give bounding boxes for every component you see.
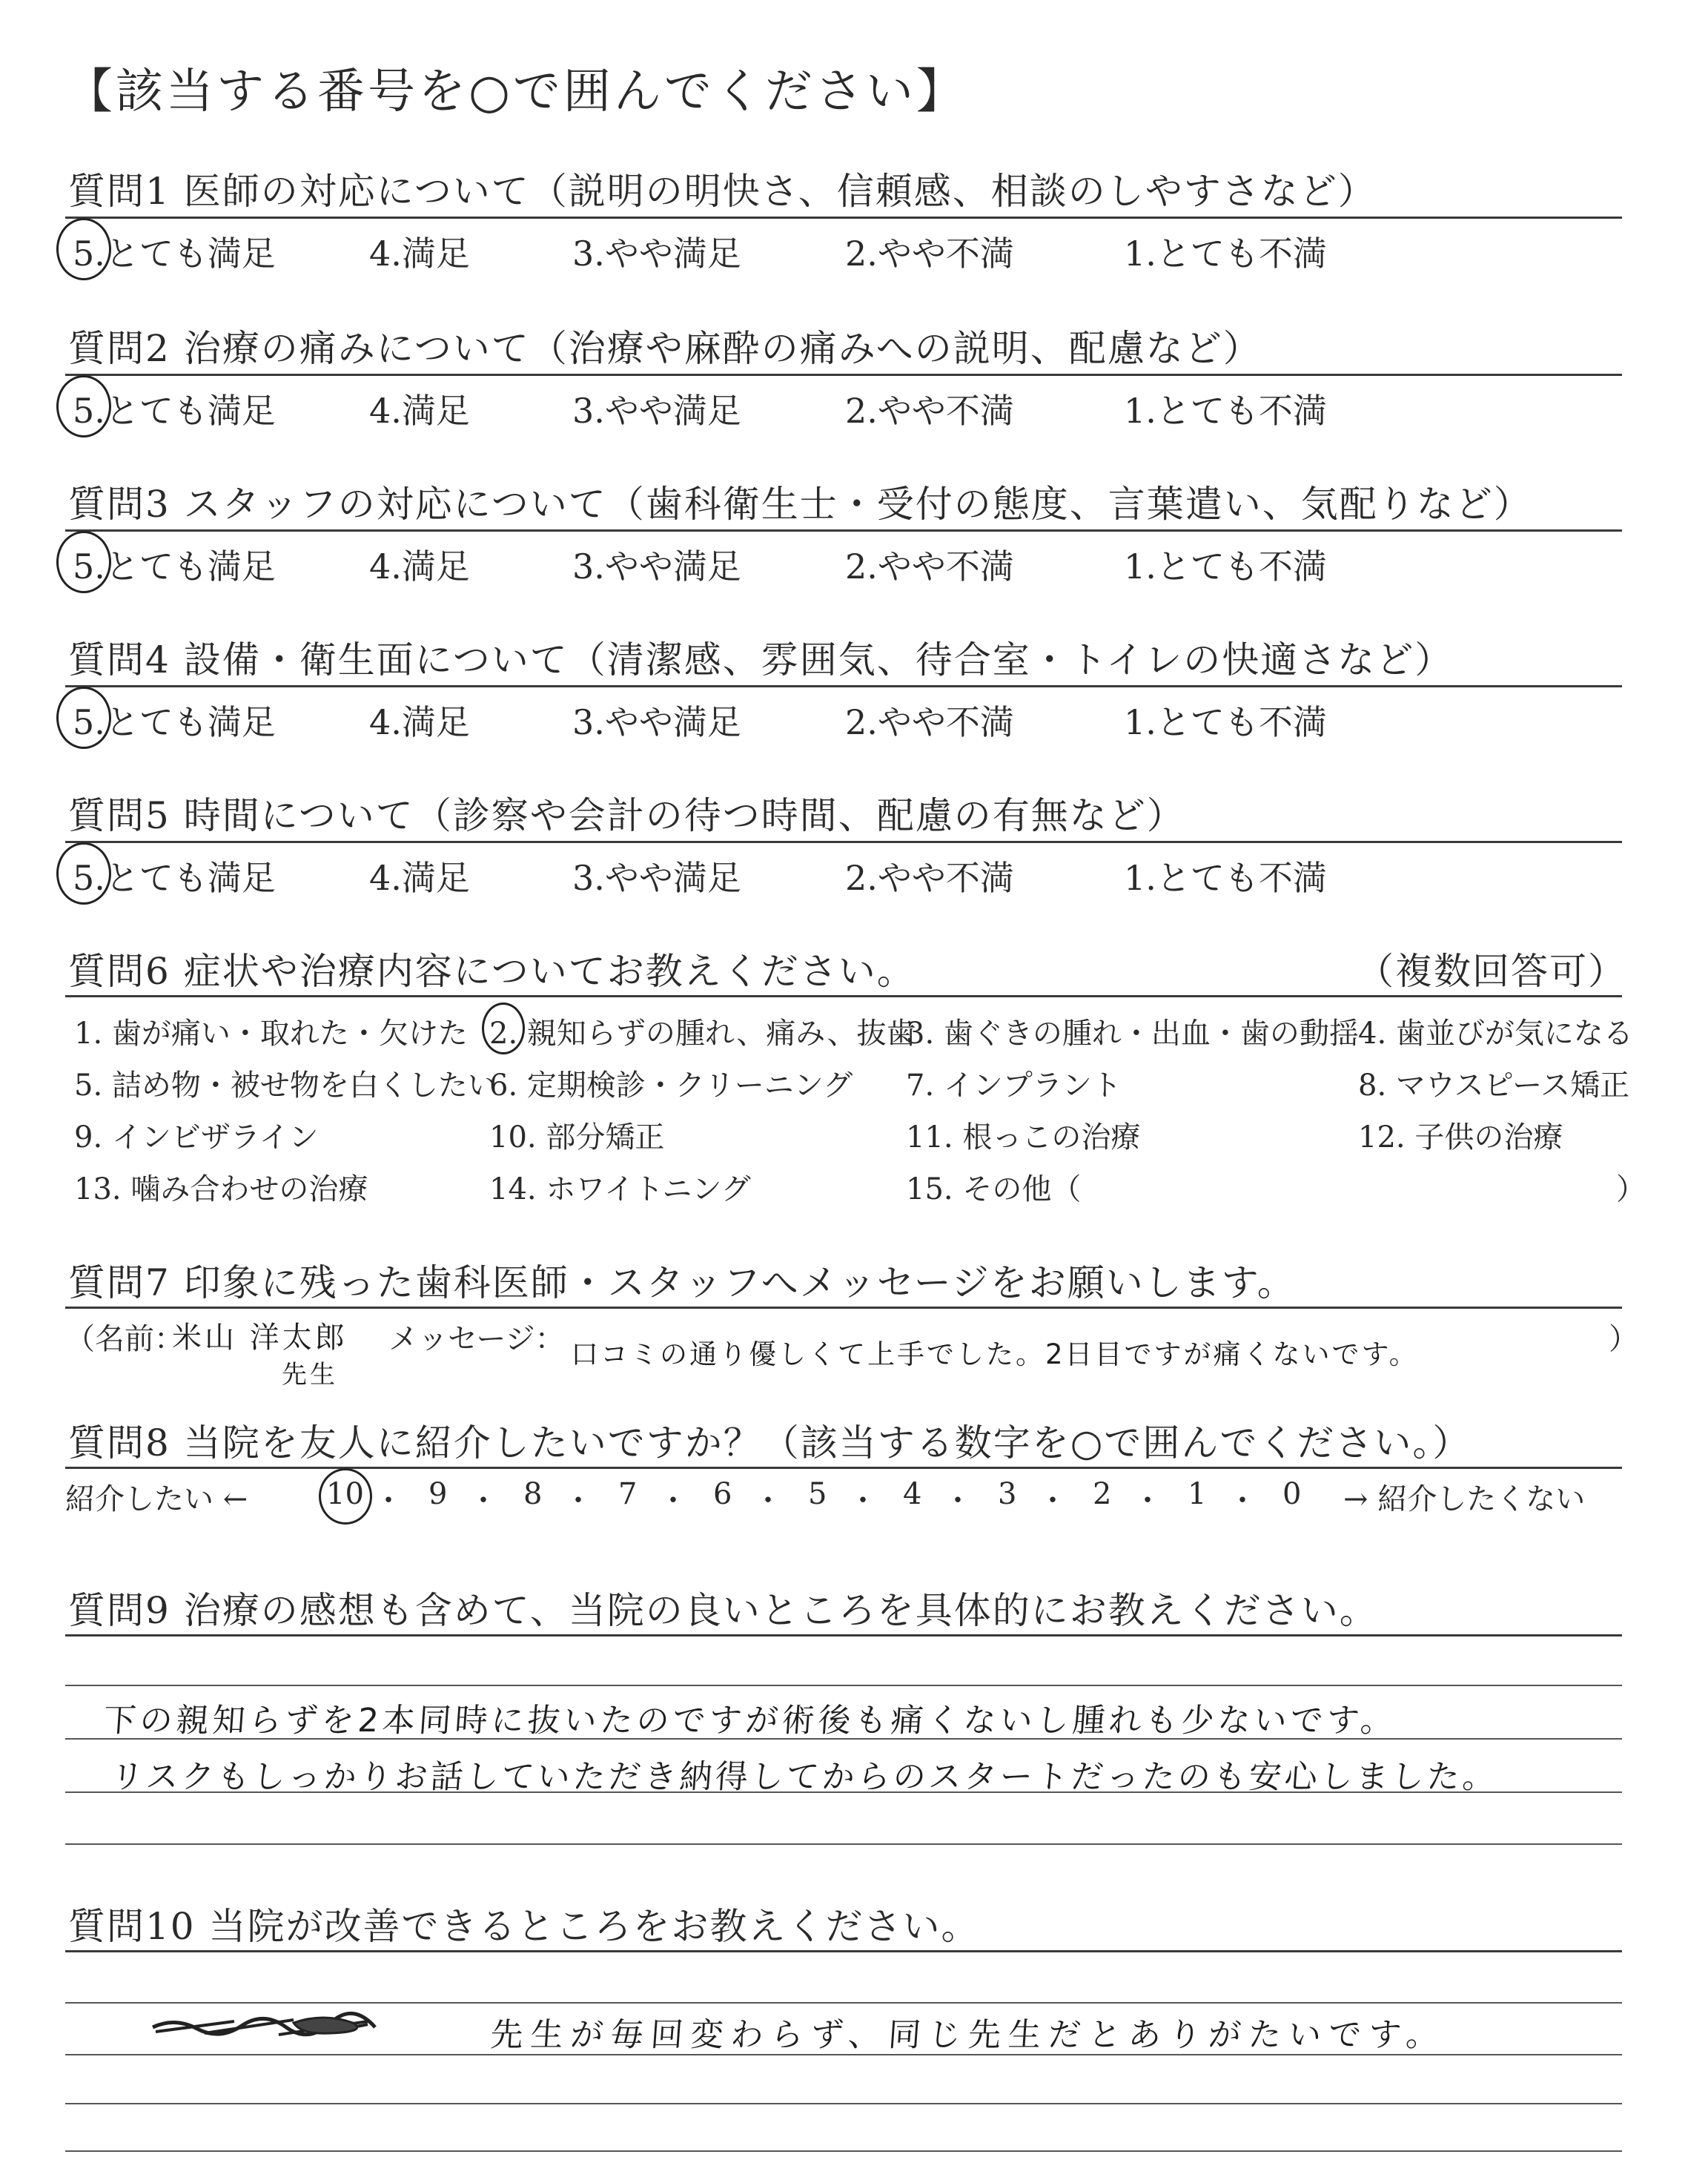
q6-option-5[interactable]: 5. 詰め物・被せ物を白くしたい (74, 1069, 497, 1103)
recommend-scale-value[interactable]: 1 (1188, 1477, 1207, 1511)
q6-option-10[interactable]: 10. 部分矯正 (489, 1120, 665, 1155)
q2-option-1[interactable]: 1.とても不満 (1124, 391, 1327, 431)
question-1-label: 質問1 医師の対応について（説明の明快さ、信頼感、相談のしやすさなど） (68, 170, 1377, 213)
divider (65, 217, 1622, 219)
q4-option-4[interactable]: 4.満足 (369, 702, 470, 742)
q6-option-2[interactable]: 2. 親知らずの腫れ、痛み、抜歯 (489, 1017, 916, 1051)
question-3-label: 質問3 スタッフの対応について（歯科衛生士・受付の態度、言葉遣い、気配りなど） (68, 483, 1532, 526)
divider (65, 995, 1622, 997)
q3-option-4[interactable]: 4.満足 (369, 546, 470, 587)
answer-line (65, 2150, 1622, 2152)
q4-option-2[interactable]: 2.やや不満 (845, 702, 1014, 742)
recommend-scale-value[interactable]: 0 (1282, 1477, 1302, 1511)
scale-separator: ・ (1133, 1484, 1162, 1518)
q6-option-3[interactable]: 3. 歯ぐきの腫れ・出血・歯の動揺 (906, 1017, 1359, 1051)
q6-other-close-paren: ） (1616, 1172, 1646, 1206)
recommend-scale-value[interactable]: 7 (618, 1477, 638, 1511)
multiple-answer-note: （複数回答可） (1357, 950, 1626, 993)
q6-option-8[interactable]: 8. マウスピース矯正 (1358, 1069, 1630, 1103)
q6-option-13[interactable]: 13. 噛み合わせの治療 (74, 1172, 368, 1206)
name-label: （名前： (65, 1322, 184, 1356)
q1-option-2[interactable]: 2.やや不満 (845, 234, 1014, 274)
recommend-yes-label: 紹介したい ← (65, 1482, 248, 1516)
q3-option-5[interactable]: 5.とても満足 (73, 546, 276, 587)
recommend-scale-value[interactable]: 6 (713, 1477, 732, 1511)
q10-answer-line-1: 先生が毎回変わらず、同じ先生だとありがたいです。 (489, 2016, 1448, 2054)
answer-line (65, 1843, 1622, 1845)
handwritten-name: 米山 洋太郎 (172, 1321, 348, 1355)
q6-option-6[interactable]: 6. 定期検診・クリーニング (489, 1069, 853, 1103)
q3-option-2[interactable]: 2.やや不満 (845, 546, 1014, 587)
q5-option-3[interactable]: 3.やや満足 (572, 858, 741, 898)
selection-circle (56, 687, 111, 749)
question-10-label: 質問10 当院が改善できるところをお教えください。 (68, 1905, 980, 1948)
q6-option-12[interactable]: 12. 子供の治療 (1358, 1120, 1563, 1155)
scale-separator: ・ (563, 1484, 593, 1518)
scale-separator: ・ (469, 1484, 498, 1518)
question-7-label: 質問7 印象に残った歯科医師・スタッフへメッセージをお願いします。 (68, 1261, 1296, 1304)
answer-line (65, 1685, 1622, 1686)
q6-option-4[interactable]: 4. 歯並びが気になる (1358, 1017, 1633, 1051)
question-5-label: 質問5 時間について（診察や会計の待つ時間、配慮の有無など） (68, 794, 1185, 837)
question-9-label: 質問9 治療の感想も含めて、当院の良いところを具体的にお教えください。 (68, 1589, 1378, 1632)
scale-separator: ・ (848, 1484, 878, 1518)
q4-option-1[interactable]: 1.とても不満 (1124, 702, 1327, 742)
selection-circle (56, 375, 111, 437)
selection-circle (56, 218, 111, 280)
recommend-scale-value[interactable]: 2 (1093, 1477, 1112, 1511)
message-close-paren: ） (1609, 1322, 1638, 1356)
q5-option-1[interactable]: 1.とても不満 (1124, 858, 1327, 898)
q6-option-14[interactable]: 14. ホワイトニング (489, 1172, 751, 1206)
q2-option-3[interactable]: 3.やや満足 (572, 391, 741, 431)
q2-option-2[interactable]: 2.やや不満 (845, 391, 1014, 431)
q1-option-1[interactable]: 1.とても不満 (1124, 234, 1327, 274)
crossed-out-scribble (145, 2002, 383, 2047)
divider (65, 841, 1622, 843)
q2-option-4[interactable]: 4.満足 (369, 391, 470, 431)
selection-circle (319, 1468, 372, 1525)
selection-circle (482, 1003, 525, 1054)
q6-option-11[interactable]: 11. 根っこの治療 (906, 1120, 1141, 1155)
scale-separator: ・ (1038, 1484, 1068, 1518)
recommend-scale-value[interactable]: 9 (428, 1477, 448, 1511)
page-title: 【該当する番号を○で囲んでください】 (65, 65, 967, 119)
selection-circle (56, 531, 111, 593)
message-label: メッセージ： (388, 1322, 565, 1356)
q5-option-4[interactable]: 4.満足 (369, 858, 470, 898)
q4-option-5[interactable]: 5.とても満足 (73, 702, 276, 742)
recommend-no-label: → 紹介したくない (1343, 1482, 1586, 1516)
answer-line (65, 2103, 1622, 2104)
divider (65, 374, 1622, 376)
q9-answer-line-2: リスクもしっかりお話していただき納得してからのスタートだったのも安心しました。 (109, 1758, 1500, 1796)
question-2-label: 質問2 治療の痛みについて（治療や麻酔の痛みへの説明、配慮など） (68, 327, 1262, 370)
scale-separator: ・ (753, 1484, 783, 1518)
q1-option-5[interactable]: 5.とても満足 (73, 234, 276, 274)
q1-option-3[interactable]: 3.やや満足 (572, 234, 741, 274)
handwritten-name-suffix: 先生 (282, 1360, 338, 1390)
divider (65, 1307, 1622, 1309)
q1-option-4[interactable]: 4.満足 (369, 234, 470, 274)
q6-option-9[interactable]: 9. インビザライン (74, 1120, 319, 1155)
q6-option-7[interactable]: 7. インプラント (906, 1069, 1122, 1103)
q9-answer-line-1: 下の親知らずを2本同時に抜いたのですが術後も痛くないし腫れも少ないです。 (102, 1702, 1398, 1740)
q3-option-3[interactable]: 3.やや満足 (572, 546, 741, 587)
q6-option-15[interactable]: 15. その他（ (906, 1172, 1082, 1206)
q2-option-5[interactable]: 5.とても満足 (73, 391, 276, 431)
recommend-scale-value[interactable]: 3 (998, 1477, 1017, 1511)
scale-separator: ・ (658, 1484, 688, 1518)
scale-separator: ・ (1228, 1484, 1257, 1518)
recommend-scale-value[interactable]: 4 (903, 1477, 922, 1511)
recommend-scale-value[interactable]: 5 (808, 1477, 827, 1511)
q6-option-1[interactable]: 1. 歯が痛い・取れた・欠けた (74, 1017, 468, 1051)
divider (65, 1634, 1622, 1636)
question-4-label: 質問4 設備・衛生面について（清潔感、雰囲気、待合室・トイレの快適さなど） (68, 638, 1454, 681)
divider (65, 1467, 1622, 1469)
q5-option-5[interactable]: 5.とても満足 (73, 858, 276, 898)
q4-option-3[interactable]: 3.やや満足 (572, 702, 741, 742)
question-6-label: 質問6 症状や治療内容についてお教えください。 (68, 950, 916, 993)
divider (65, 685, 1622, 687)
question-8-label: 質問8 当院を友人に紹介したいですか？（該当する数字を○で囲んでください。） (68, 1421, 1472, 1464)
q3-option-1[interactable]: 1.とても不満 (1124, 546, 1327, 587)
recommend-scale-value[interactable]: 8 (523, 1477, 543, 1511)
handwritten-message: 口コミの通り優しくて上手でした。2日目ですが痛くないです。 (571, 1338, 1419, 1370)
scale-separator: ・ (943, 1484, 973, 1518)
selection-circle (56, 842, 111, 905)
divider (65, 529, 1622, 532)
scale-separator: ・ (374, 1484, 403, 1518)
recommend-scale-value[interactable]: 10 (326, 1477, 364, 1511)
divider (65, 1950, 1622, 1952)
q5-option-2[interactable]: 2.やや不満 (845, 858, 1014, 898)
